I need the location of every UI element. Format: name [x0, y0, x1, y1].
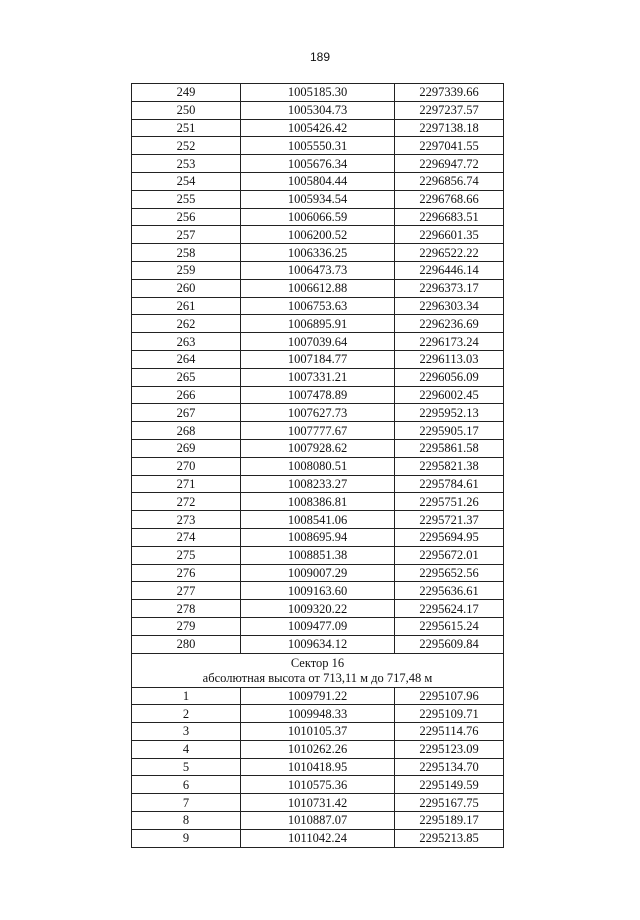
x-coordinate-cell: 1008851.38	[241, 546, 395, 564]
point-number-cell: 9	[132, 829, 241, 847]
point-number-cell: 273	[132, 511, 241, 529]
point-number-cell: 3	[132, 723, 241, 741]
x-coordinate-cell: 1006473.73	[241, 261, 395, 279]
x-coordinate-cell: 1006612.88	[241, 279, 395, 297]
table-row	[132, 439, 504, 457]
table-row	[132, 546, 504, 564]
x-coordinate-cell: 1006336.25	[241, 244, 395, 262]
x-coordinate-cell: 1007184.77	[241, 350, 395, 368]
x-coordinate-cell: 1008541.06	[241, 511, 395, 529]
table-row	[132, 190, 504, 208]
x-coordinate-cell: 1010105.37	[241, 723, 395, 741]
y-coordinate-cell: 2297041.55	[395, 137, 504, 155]
y-coordinate-cell: 2295149.59	[395, 776, 504, 794]
table-row	[132, 386, 504, 404]
point-number-cell: 253	[132, 155, 241, 173]
point-number-cell: 262	[132, 315, 241, 333]
y-coordinate-cell: 2295609.84	[395, 635, 504, 653]
point-number-cell: 270	[132, 457, 241, 475]
table-row	[132, 137, 504, 155]
y-coordinate-cell: 2295652.56	[395, 564, 504, 582]
y-coordinate-cell: 2296446.14	[395, 261, 504, 279]
table-row	[132, 687, 504, 705]
point-number-cell: 264	[132, 350, 241, 368]
page-number: 189	[309, 50, 331, 64]
y-coordinate-cell: 2295213.85	[395, 829, 504, 847]
table-row	[132, 705, 504, 723]
y-coordinate-cell: 2296002.45	[395, 386, 504, 404]
y-coordinate-cell: 2295952.13	[395, 404, 504, 422]
y-coordinate-cell: 2295624.17	[395, 600, 504, 618]
table-row	[132, 244, 504, 262]
y-coordinate-cell: 2296947.72	[395, 155, 504, 173]
x-coordinate-cell: 1005550.31	[241, 137, 395, 155]
x-coordinate-cell: 1010887.07	[241, 812, 395, 830]
point-number-cell: 268	[132, 422, 241, 440]
x-coordinate-cell: 1007928.62	[241, 439, 395, 457]
point-number-cell: 271	[132, 475, 241, 493]
y-coordinate-cell: 2297138.18	[395, 119, 504, 137]
point-number-cell: 252	[132, 137, 241, 155]
point-number-cell: 2	[132, 705, 241, 723]
table-row	[132, 155, 504, 173]
x-coordinate-cell: 1007777.67	[241, 422, 395, 440]
y-coordinate-cell: 2295821.38	[395, 457, 504, 475]
y-coordinate-cell: 2296056.09	[395, 368, 504, 386]
x-coordinate-cell: 1009948.33	[241, 705, 395, 723]
point-number-cell: 274	[132, 528, 241, 546]
table-row	[132, 350, 504, 368]
x-coordinate-cell: 1009791.22	[241, 687, 395, 705]
x-coordinate-cell: 1005676.34	[241, 155, 395, 173]
y-coordinate-cell: 2295615.24	[395, 617, 504, 635]
table-row	[132, 723, 504, 741]
y-coordinate-cell: 2296522.22	[395, 244, 504, 262]
x-coordinate-cell: 1005185.30	[241, 84, 395, 102]
table-row	[132, 829, 504, 847]
point-number-cell: 260	[132, 279, 241, 297]
y-coordinate-cell: 2295905.17	[395, 422, 504, 440]
y-coordinate-cell: 2295109.71	[395, 705, 504, 723]
y-coordinate-cell: 2297237.57	[395, 101, 504, 119]
y-coordinate-cell: 2295167.75	[395, 794, 504, 812]
x-coordinate-cell: 1008386.81	[241, 493, 395, 511]
point-number-cell: 256	[132, 208, 241, 226]
table-row	[132, 84, 504, 102]
table-row	[132, 333, 504, 351]
y-coordinate-cell: 2296303.34	[395, 297, 504, 315]
x-coordinate-cell: 1010262.26	[241, 740, 395, 758]
table-row	[132, 582, 504, 600]
y-coordinate-cell: 2296683.51	[395, 208, 504, 226]
table-row	[132, 315, 504, 333]
y-coordinate-cell: 2296373.17	[395, 279, 504, 297]
table-row	[132, 794, 504, 812]
x-coordinate-cell: 1007331.21	[241, 368, 395, 386]
table-row	[132, 528, 504, 546]
point-number-cell: 255	[132, 190, 241, 208]
point-number-cell: 269	[132, 439, 241, 457]
x-coordinate-cell: 1009163.60	[241, 582, 395, 600]
point-number-cell: 254	[132, 172, 241, 190]
y-coordinate-cell: 2296113.03	[395, 350, 504, 368]
x-coordinate-cell: 1010575.36	[241, 776, 395, 794]
y-coordinate-cell: 2295114.76	[395, 723, 504, 741]
point-number-cell: 265	[132, 368, 241, 386]
y-coordinate-cell: 2295672.01	[395, 546, 504, 564]
table-row	[132, 208, 504, 226]
y-coordinate-cell: 2295751.26	[395, 493, 504, 511]
table-body-before	[132, 84, 504, 654]
y-coordinate-cell: 2295189.17	[395, 812, 504, 830]
point-number-cell: 249	[132, 84, 241, 102]
x-coordinate-cell: 1005804.44	[241, 172, 395, 190]
section-subtitle: абсолютная высота от 713,11 м до 717,48 м	[202, 670, 433, 685]
x-coordinate-cell: 1006200.52	[241, 226, 395, 244]
table-row	[132, 758, 504, 776]
point-number-cell: 266	[132, 386, 241, 404]
x-coordinate-cell: 1007478.89	[241, 386, 395, 404]
point-number-cell: 275	[132, 546, 241, 564]
table-row	[132, 457, 504, 475]
point-number-cell: 259	[132, 261, 241, 279]
y-coordinate-cell: 2296601.35	[395, 226, 504, 244]
table-row	[132, 511, 504, 529]
table-row	[132, 404, 504, 422]
x-coordinate-cell: 1008233.27	[241, 475, 395, 493]
point-number-cell: 278	[132, 600, 241, 618]
point-number-cell: 279	[132, 617, 241, 635]
point-number-cell: 276	[132, 564, 241, 582]
y-coordinate-cell: 2295123.09	[395, 740, 504, 758]
x-coordinate-cell: 1006753.63	[241, 297, 395, 315]
y-coordinate-cell: 2295861.58	[395, 439, 504, 457]
section-header-body	[132, 653, 504, 687]
x-coordinate-cell: 1006895.91	[241, 315, 395, 333]
table-row	[132, 776, 504, 794]
table-row	[132, 635, 504, 653]
table-row	[132, 119, 504, 137]
y-coordinate-cell: 2295721.37	[395, 511, 504, 529]
x-coordinate-cell: 1007039.64	[241, 333, 395, 351]
x-coordinate-cell: 1008080.51	[241, 457, 395, 475]
table-row	[132, 172, 504, 190]
point-number-cell: 272	[132, 493, 241, 511]
y-coordinate-cell: 2296236.69	[395, 315, 504, 333]
table-row	[132, 493, 504, 511]
point-number-cell: 250	[132, 101, 241, 119]
point-number-cell: 258	[132, 244, 241, 262]
section-header-row	[132, 653, 504, 687]
point-number-cell: 8	[132, 812, 241, 830]
section-title: Сектор 16	[290, 655, 345, 670]
y-coordinate-cell: 2296173.24	[395, 333, 504, 351]
y-coordinate-cell: 2295134.70	[395, 758, 504, 776]
y-coordinate-cell: 2295694.95	[395, 528, 504, 546]
section-header-cell	[132, 653, 504, 687]
x-coordinate-cell: 1005426.42	[241, 119, 395, 137]
x-coordinate-cell: 1007627.73	[241, 404, 395, 422]
y-coordinate-cell: 2296856.74	[395, 172, 504, 190]
point-number-cell: 261	[132, 297, 241, 315]
point-number-cell: 4	[132, 740, 241, 758]
point-number-cell: 6	[132, 776, 241, 794]
point-number-cell: 7	[132, 794, 241, 812]
point-number-cell: 257	[132, 226, 241, 244]
point-number-cell: 277	[132, 582, 241, 600]
x-coordinate-cell: 1009477.09	[241, 617, 395, 635]
x-coordinate-cell: 1009007.29	[241, 564, 395, 582]
x-coordinate-cell: 1010731.42	[241, 794, 395, 812]
x-coordinate-cell: 1005304.73	[241, 101, 395, 119]
table-row	[132, 617, 504, 635]
x-coordinate-cell: 1006066.59	[241, 208, 395, 226]
table-row	[132, 101, 504, 119]
table-row	[132, 368, 504, 386]
y-coordinate-cell: 2296768.66	[395, 190, 504, 208]
table-row	[132, 600, 504, 618]
x-coordinate-cell: 1010418.95	[241, 758, 395, 776]
y-coordinate-cell: 2295636.61	[395, 582, 504, 600]
x-coordinate-cell: 1008695.94	[241, 528, 395, 546]
point-number-cell: 267	[132, 404, 241, 422]
table-row	[132, 279, 504, 297]
x-coordinate-cell: 1009320.22	[241, 600, 395, 618]
coordinates-table	[131, 83, 504, 848]
point-number-cell: 251	[132, 119, 241, 137]
y-coordinate-cell: 2295107.96	[395, 687, 504, 705]
table-row	[132, 226, 504, 244]
x-coordinate-cell: 1011042.24	[241, 829, 395, 847]
table-row	[132, 564, 504, 582]
table-row	[132, 740, 504, 758]
point-number-cell: 1	[132, 687, 241, 705]
y-coordinate-cell: 2295784.61	[395, 475, 504, 493]
x-coordinate-cell: 1005934.54	[241, 190, 395, 208]
table-row	[132, 475, 504, 493]
table-row	[132, 812, 504, 830]
table-row	[132, 261, 504, 279]
table-row	[132, 422, 504, 440]
table-body-after	[132, 687, 504, 847]
point-number-cell: 5	[132, 758, 241, 776]
y-coordinate-cell: 2297339.66	[395, 84, 504, 102]
x-coordinate-cell: 1009634.12	[241, 635, 395, 653]
point-number-cell: 263	[132, 333, 241, 351]
point-number-cell: 280	[132, 635, 241, 653]
table-row	[132, 297, 504, 315]
